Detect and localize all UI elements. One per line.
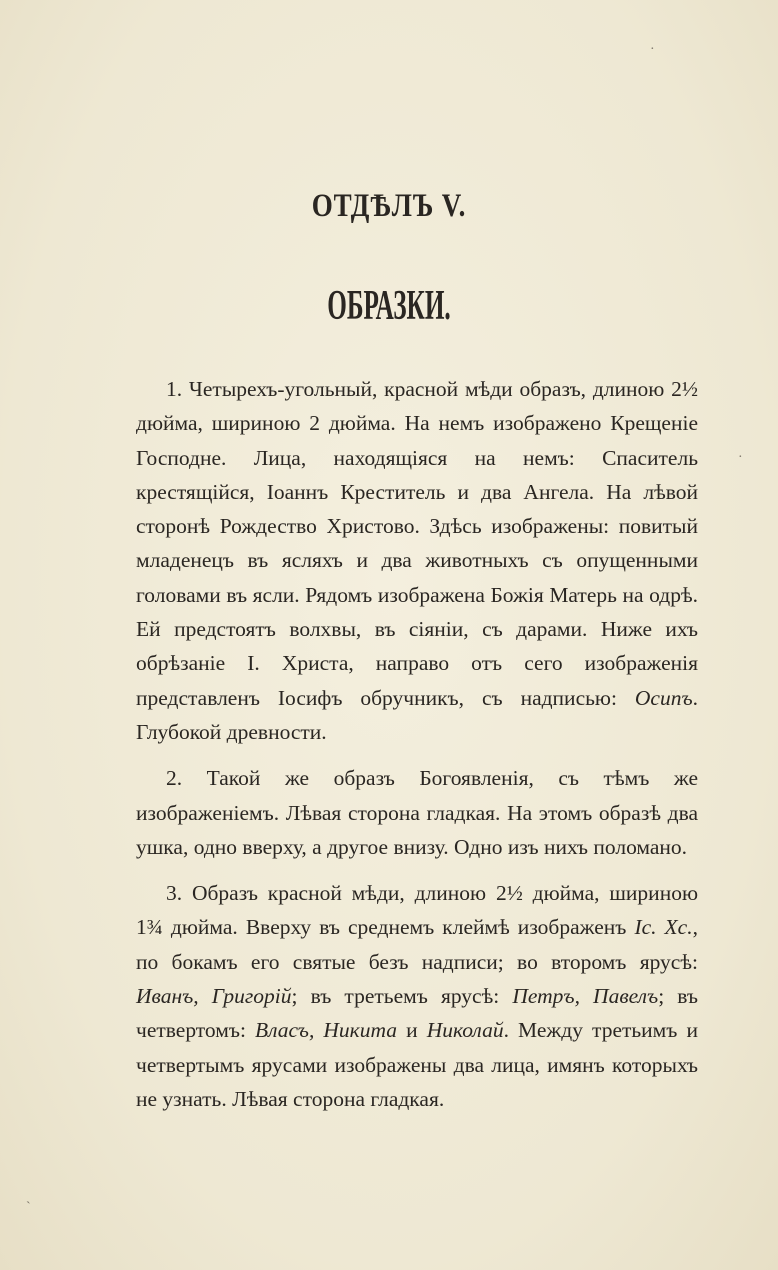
paragraph-text: . Между третьимъ и четвертымъ ярусами изображены два лица, имянъ которыхъ не узнать. Лѣвая сторона гладкая.	[136, 1018, 698, 1111]
paragraph-italic: Власъ, Никита	[255, 1018, 398, 1043]
paragraph-italic: Петръ, Павелъ	[512, 984, 659, 1009]
paragraph-text: Образъ красной мѣди, длиною 2½ дюйма, шириною 1¾ дюйма. Вверху въ среднемъ клеймѣ изображенъ	[136, 881, 699, 940]
paragraph-number: 2.	[166, 766, 183, 791]
paragraph-italic: Николай	[426, 1018, 504, 1043]
paragraph-number: 1.	[166, 377, 183, 401]
paragraph-text: ; въ четвертомъ:	[136, 984, 699, 1043]
paragraph-2	[136, 761, 698, 864]
section-heading: ОТДѢЛЪ V.	[311, 188, 467, 224]
paragraph-text: Такой же образъ Богоявленія, съ тѣмъ же изображеніемъ. Лѣвая сторона гладкая. На этомъ образѣ два ушка, одно вверху, а другое внизу. Одно изъ нихъ поломано.	[136, 766, 698, 859]
speck-mark: ·	[738, 450, 743, 465]
paragraph-3	[136, 876, 698, 1116]
paragraph-text: и	[397, 1018, 427, 1043]
paragraph-text: , по бокамъ его святые безъ надписи; во второмъ ярусѣ:	[136, 915, 698, 974]
paragraph-italic: Иванъ, Григорій	[136, 984, 292, 1009]
paragraph-text-end: . Глубокой древности.	[136, 685, 698, 744]
paragraph-1	[136, 372, 698, 749]
paragraph-italic: Осипъ	[634, 685, 693, 710]
speck-mark: ·	[650, 42, 655, 57]
page-body	[136, 372, 698, 1116]
speck-mark: ˋ	[26, 1200, 31, 1215]
paragraph-text: ; въ третьемъ ярусѣ:	[291, 984, 513, 1009]
paragraph-italic: Іс. Хс.	[634, 915, 693, 940]
chapter-heading: ОБРАЗКИ.	[327, 283, 451, 329]
paragraph-number: 3.	[166, 881, 183, 906]
paragraph-text: Четырехъ-угольный, красной мѣди образъ, длиною 2½ дюйма, шириною 2 дюйма. На немъ изображено Крещеніе Господне. Лица, находящіяся на немъ: Спаситель крестящійся, Іоаннъ Креститель и два Ангела. На лѣвой сторонѣ Рождество Христово. Здѣсь изображены: повитый младенецъ въ ясляхъ и два животныхъ съ опущенными головами въ ясли. Рядомъ изображена Божія Матерь на одрѣ. Ей предстоятъ волхвы, въ сіяніи, съ дарами. Ниже ихъ обрѣзаніе І. Христа, направо отъ сего изображенія представленъ Іосифъ обручникъ, съ надписью:	[136, 377, 698, 710]
